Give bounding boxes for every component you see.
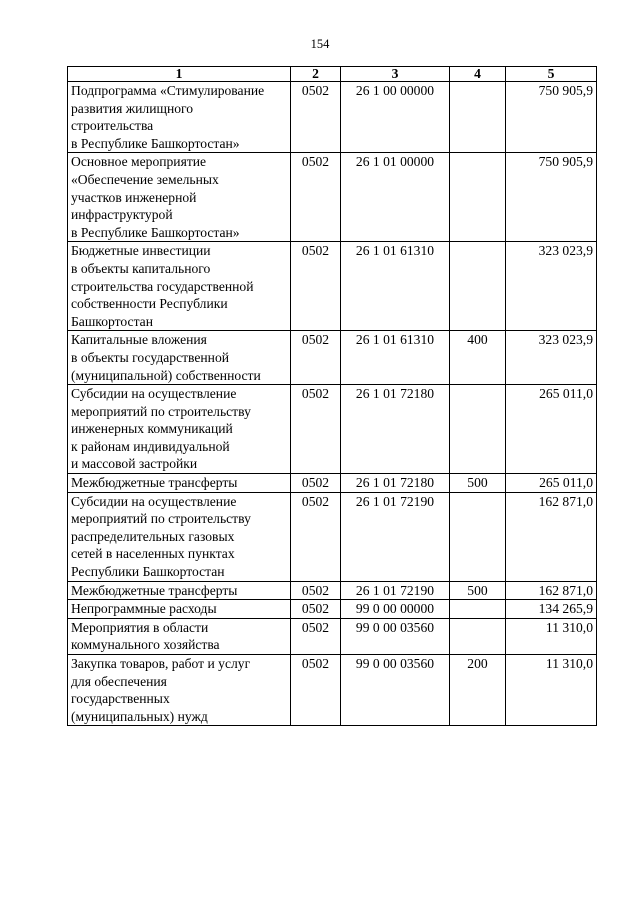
cell-section: 0502 xyxy=(291,474,341,493)
column-header-5: 5 xyxy=(506,67,597,82)
cell-target-article: 99 0 00 00000 xyxy=(341,600,450,619)
page-number: 154 xyxy=(310,37,330,51)
cell-name: Подпрограмма «Стимулирование развития жилищного строительства в Республике Башкортостан» xyxy=(68,82,291,153)
cell-name: Непрограммные расходы xyxy=(68,600,291,619)
cell-name: Межбюджетные трансферты xyxy=(68,474,291,493)
cell-name: Субсидии на осуществление мероприятий по строительству инженерных коммуникаций к районам индивидуальной и массовой застройки xyxy=(68,385,291,474)
table-row xyxy=(68,581,597,600)
cell-expense-type xyxy=(450,600,506,619)
cell-target-article: 26 1 01 72190 xyxy=(341,492,450,581)
cell-section: 0502 xyxy=(291,82,341,153)
cell-amount: 323 023,9 xyxy=(506,242,597,331)
cell-target-article: 99 0 00 03560 xyxy=(341,655,450,726)
cell-amount: 162 871,0 xyxy=(506,492,597,581)
budget-table xyxy=(67,66,597,726)
cell-amount: 11 310,0 xyxy=(506,655,597,726)
cell-amount: 750 905,9 xyxy=(506,82,597,153)
cell-amount: 750 905,9 xyxy=(506,153,597,242)
cell-amount: 265 011,0 xyxy=(506,385,597,474)
table-row xyxy=(68,385,597,474)
cell-section: 0502 xyxy=(291,385,341,474)
cell-target-article: 26 1 00 00000 xyxy=(341,82,450,153)
cell-section: 0502 xyxy=(291,600,341,619)
cell-target-article: 26 1 01 72180 xyxy=(341,385,450,474)
cell-expense-type xyxy=(450,385,506,474)
table-row xyxy=(68,242,597,331)
cell-expense-type xyxy=(450,153,506,242)
cell-target-article: 26 1 01 61310 xyxy=(341,242,450,331)
cell-name: Межбюджетные трансферты xyxy=(68,581,291,600)
cell-expense-type xyxy=(450,618,506,654)
cell-target-article: 26 1 01 72190 xyxy=(341,581,450,600)
cell-amount: 11 310,0 xyxy=(506,618,597,654)
cell-expense-type: 500 xyxy=(450,581,506,600)
cell-section: 0502 xyxy=(291,331,341,385)
table-header-row xyxy=(68,67,597,82)
table-row xyxy=(68,655,597,726)
table-row xyxy=(68,600,597,619)
cell-amount: 162 871,0 xyxy=(506,581,597,600)
cell-name: Закупка товаров, работ и услуг для обеспечения государственных (муниципальных) нужд xyxy=(68,655,291,726)
cell-amount: 323 023,9 xyxy=(506,331,597,385)
column-header-1: 1 xyxy=(68,67,291,82)
cell-target-article: 26 1 01 00000 xyxy=(341,153,450,242)
cell-name: Мероприятия в области коммунального хозяйства xyxy=(68,618,291,654)
cell-amount: 265 011,0 xyxy=(506,474,597,493)
cell-expense-type: 400 xyxy=(450,331,506,385)
cell-amount: 134 265,9 xyxy=(506,600,597,619)
cell-section: 0502 xyxy=(291,618,341,654)
cell-name: Бюджетные инвестиции в объекты капитального строительства государственной собственности Республики Башкортостан xyxy=(68,242,291,331)
table-row xyxy=(68,474,597,493)
cell-section: 0502 xyxy=(291,242,341,331)
cell-section: 0502 xyxy=(291,655,341,726)
cell-section: 0502 xyxy=(291,492,341,581)
table-row xyxy=(68,153,597,242)
cell-name: Капитальные вложения в объекты государственной (муниципальной) собственности xyxy=(68,331,291,385)
column-header-2: 2 xyxy=(291,67,341,82)
cell-expense-type xyxy=(450,492,506,581)
table-row xyxy=(68,492,597,581)
table-row xyxy=(68,331,597,385)
cell-expense-type: 500 xyxy=(450,474,506,493)
cell-name: Основное мероприятие «Обеспечение земельных участков инженерной инфраструктурой в Республике Башкортостан» xyxy=(68,153,291,242)
cell-name: Субсидии на осуществление мероприятий по строительству распределительных газовых сетей в населенных пунктах Республики Башкортостан xyxy=(68,492,291,581)
cell-section: 0502 xyxy=(291,153,341,242)
cell-expense-type: 200 xyxy=(450,655,506,726)
column-header-4: 4 xyxy=(450,67,506,82)
cell-target-article: 99 0 00 03560 xyxy=(341,618,450,654)
cell-section: 0502 xyxy=(291,581,341,600)
cell-expense-type xyxy=(450,82,506,153)
cell-target-article: 26 1 01 72180 xyxy=(341,474,450,493)
cell-expense-type xyxy=(450,242,506,331)
cell-target-article: 26 1 01 61310 xyxy=(341,331,450,385)
column-header-3: 3 xyxy=(341,67,450,82)
table-row xyxy=(68,82,597,153)
table-row xyxy=(68,618,597,654)
